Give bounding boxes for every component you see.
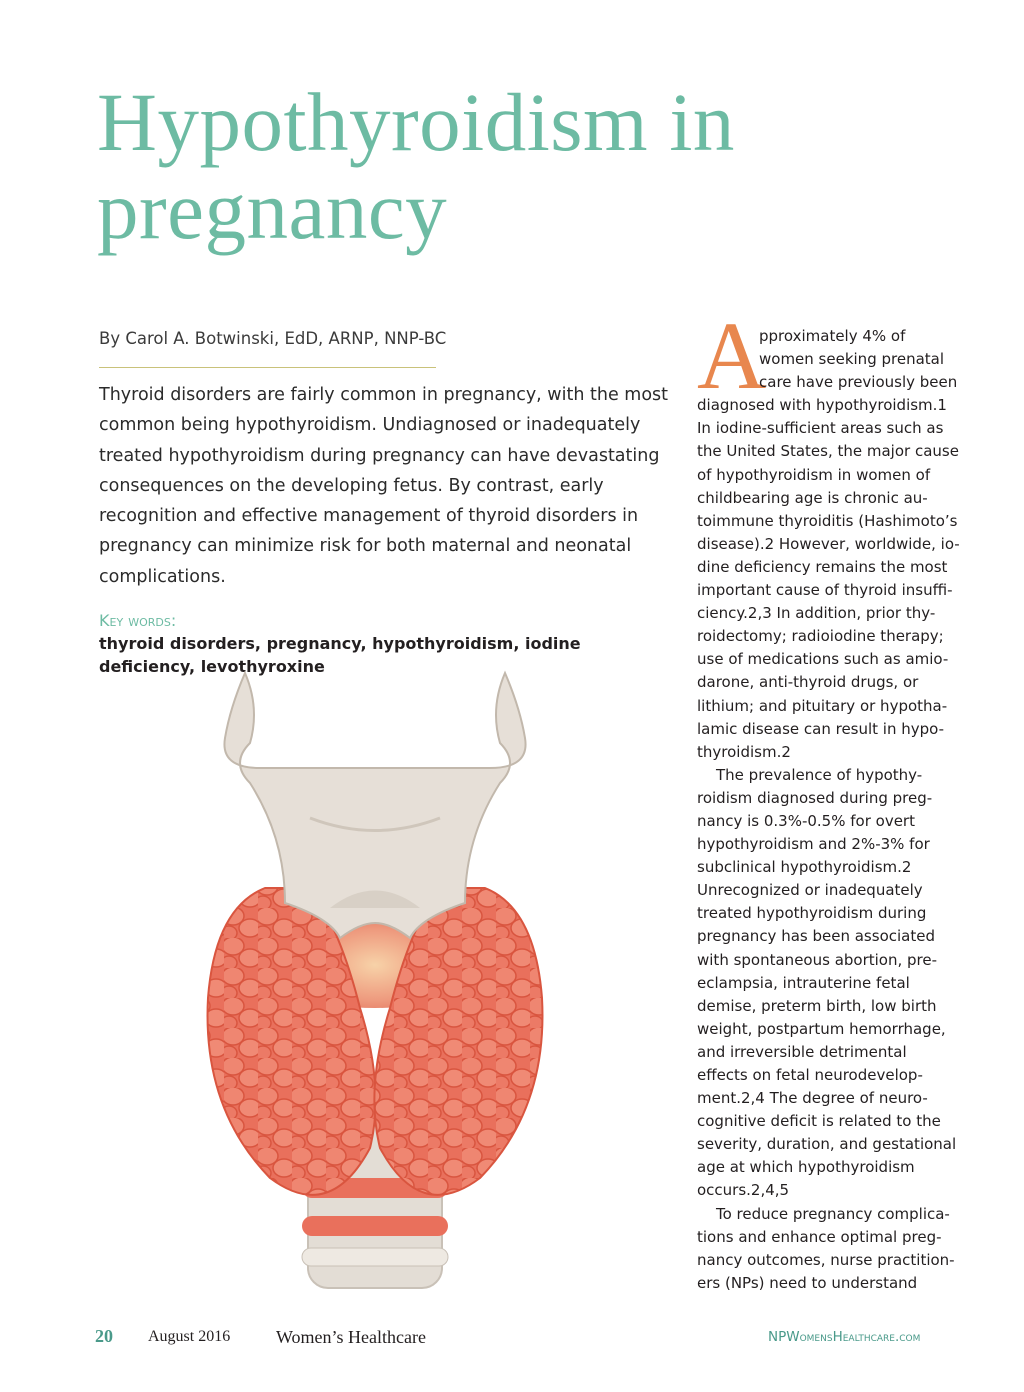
body-line: tions and enhance optimal preg- — [697, 1227, 942, 1246]
body-line: disease).2 However, worldwide, io- — [697, 534, 960, 553]
title-line-1: Hypothyroidism in — [97, 76, 735, 168]
body-line: severity, duration, and gestational — [697, 1135, 957, 1154]
abstract — [99, 380, 669, 592]
body-line: weight, postpartum hemorrhage, — [697, 1019, 946, 1038]
body-line: roidectomy; radioiodine therapy; — [697, 627, 944, 646]
page-footer — [0, 1326, 1024, 1350]
body-line: effects on fetal neurodevelop- — [697, 1066, 923, 1084]
body-line: age at which hypothyroidism — [697, 1158, 915, 1177]
body-line: with spontaneous abortion, pre- — [697, 950, 938, 969]
body-line: important cause of thyroid insuffi- — [697, 581, 953, 600]
byline-divider — [99, 367, 436, 368]
title-line-2: pregnancy — [97, 164, 448, 256]
body-column — [697, 325, 967, 1295]
body-line: the United States, the major cause — [697, 442, 959, 461]
body-line: In iodine-sufficient areas such as — [697, 419, 944, 438]
body-line: dine deficiency remains the most — [697, 557, 948, 576]
body-line: To reduce pregnancy complica- — [716, 1204, 950, 1223]
keywords-label: Key words: — [99, 611, 177, 630]
body-line: and irreversible detrimental — [697, 1042, 907, 1061]
body-line: care have previously been — [759, 373, 958, 392]
body-line: Unrecognized or inadequately — [697, 881, 923, 900]
website-link[interactable]: NPWomensHealthcare.com — [768, 1329, 921, 1345]
page-number: 20 — [95, 1326, 113, 1346]
body-line: toimmune thyroiditis (Hashimoto’s — [697, 511, 958, 530]
abstract-line: common being hypothyroidism. Undiagnosed or inadequately — [99, 415, 641, 436]
body-line: women seeking prenatal — [759, 350, 945, 369]
body-line: roidism diagnosed during preg- — [697, 788, 933, 807]
body-line: hypothyroidism and 2%-3% for — [697, 835, 930, 854]
body-line: darone, anti-thyroid drugs, or — [697, 673, 919, 692]
abstract-line: pregnancy can minimize risk for both maternal and neonatal — [99, 536, 632, 557]
issue-date: August 2016 — [148, 1328, 231, 1345]
body-line: subclinical hypothyroidism.2 — [697, 858, 912, 877]
body-line: The prevalence of hypothy- — [716, 765, 923, 784]
keywords-line: thyroid disorders, pregnancy, hypothyroidism, iodine — [99, 634, 581, 653]
body-line: treated hypothyroidism during — [697, 904, 927, 923]
drop-cap: A — [697, 302, 767, 409]
body-line: nancy is 0.3%-0.5% for overt — [697, 811, 915, 830]
keywords-line: deficiency, levothyroxine — [99, 657, 325, 676]
body-line: ers (NPs) need to understand — [697, 1273, 918, 1292]
abstract-line: consequences on the developing fetus. By contrast, early — [99, 475, 604, 496]
body-line: of hypothyroidism in women of — [697, 465, 931, 484]
body-line: lamic disease can result in hypo- — [697, 719, 945, 738]
body-line: ment.2,4 The degree of neuro- — [697, 1089, 928, 1108]
body-line: demise, preterm birth, low birth — [697, 996, 937, 1015]
byline: By Carol A. Botwinski, EdD, ARNP, NNP-BC — [99, 329, 447, 348]
body-line: cognitive deficit is related to the — [697, 1112, 941, 1131]
abstract-line: complications. — [99, 566, 226, 587]
thyroid-gland-illustration — [190, 668, 570, 1298]
body-line: pproximately 4% of — [759, 327, 906, 345]
abstract-line: Thyroid disorders are fairly common in pregnancy, with the most — [99, 385, 669, 405]
abstract-line: treated hypothyroidism during pregnancy can have devastating — [99, 445, 660, 466]
body-line: eclampsia, intrauterine fetal — [697, 973, 910, 992]
article-title — [97, 78, 735, 254]
body-line: use of medications such as amio- — [697, 650, 949, 669]
body-line: thyroidism.2 — [697, 742, 791, 761]
magazine-name: Women’s Healthcare — [276, 1327, 426, 1347]
body-line: occurs.2,4,5 — [697, 1181, 790, 1200]
body-line: childbearing age is chronic au- — [697, 488, 928, 507]
body-line: pregnancy has been associated — [697, 927, 935, 946]
body-line: nancy outcomes, nurse practition- — [697, 1250, 955, 1269]
body-line: diagnosed with hypothyroidism.1 — [697, 396, 947, 415]
body-line: ciency.2,3 In addition, prior thy- — [697, 604, 936, 623]
body-line: lithium; and pituitary or hypotha- — [697, 696, 948, 715]
abstract-line: recognition and effective management of thyroid disorders in — [99, 506, 639, 527]
